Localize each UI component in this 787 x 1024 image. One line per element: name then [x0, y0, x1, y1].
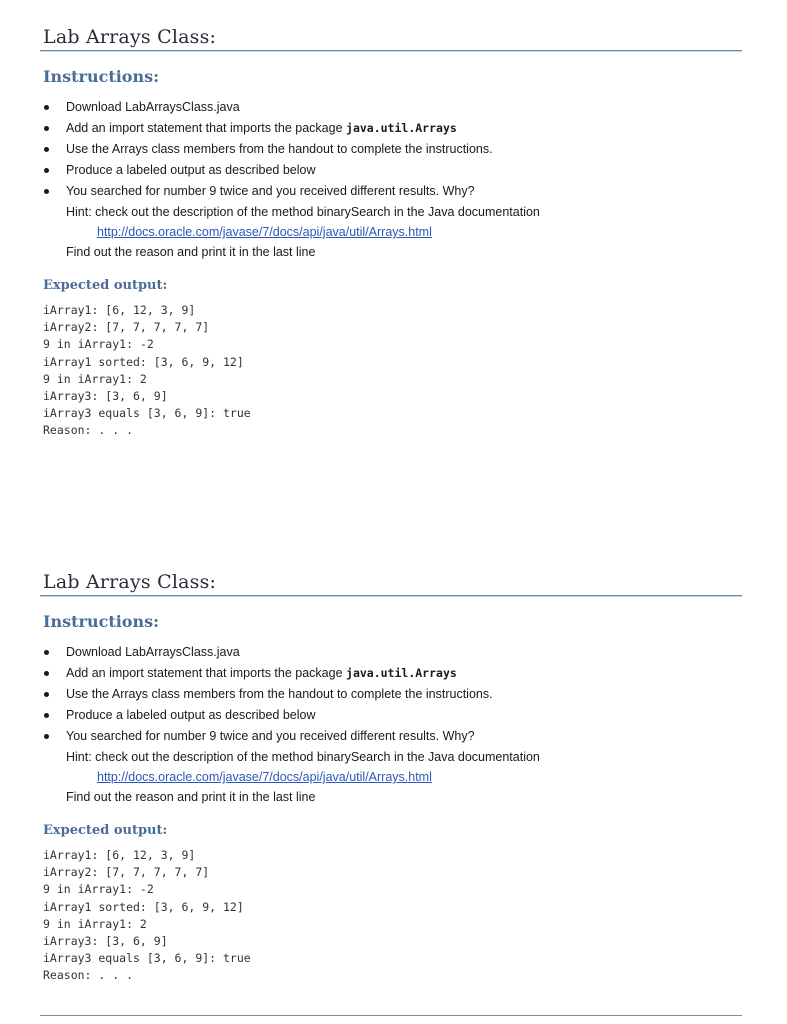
bullet-icon	[44, 650, 49, 655]
instructions-heading: Instructions:	[43, 612, 160, 631]
import-instruction: Add an import statement that imports the package	[66, 121, 347, 135]
search-question: You searched for number 9 twice and you received different results. Why?	[66, 184, 475, 198]
bullet-icon	[44, 189, 49, 194]
output-line: Reason: . . .	[43, 968, 134, 983]
arrays-doc-link[interactable]: http://docs.oracle.com/javase/7/docs/api/java/util/Arrays.html	[97, 225, 432, 239]
instructions-list	[40, 642, 740, 747]
output-line: 9 in iArray1: 2	[43, 371, 147, 386]
instructions-heading: Instructions:	[43, 67, 160, 86]
expected-output-block	[43, 302, 251, 440]
output-line: iArray3 equals [3, 6, 9]: true	[43, 406, 251, 421]
bullet-icon	[44, 105, 49, 110]
hint-text: Hint: check out the description of the method binarySearch in the Java documentation	[66, 205, 540, 219]
output-line: iArray1: [6, 12, 3, 9]	[43, 848, 196, 862]
bullet-icon	[44, 734, 49, 739]
expected-output-block	[43, 847, 251, 985]
find-reason-text: Find out the reason and print it in the last line	[66, 245, 316, 259]
list-item	[40, 139, 740, 160]
list-item	[40, 181, 740, 202]
import-instruction: Add an import statement that imports the package	[66, 666, 347, 680]
output-line: iArray1 sorted: [3, 6, 9, 12]	[43, 899, 244, 914]
output-line: iArray3: [3, 6, 9]	[43, 933, 168, 948]
expected-output-heading: Expected output:	[43, 823, 168, 838]
download-instruction: Download LabArraysClass.java	[66, 645, 240, 659]
bullet-icon	[44, 126, 49, 131]
list-item	[40, 684, 740, 705]
bullet-icon	[44, 671, 49, 676]
import-package-code: java.util.Arrays	[346, 121, 457, 135]
page-title: Lab Arrays Class:	[43, 571, 217, 593]
title-divider	[40, 595, 742, 597]
output-line: iArray1 sorted: [3, 6, 9, 12]	[43, 354, 244, 369]
output-line: iArray3: [3, 6, 9]	[43, 388, 168, 403]
search-question: You searched for number 9 twice and you received different results. Why?	[66, 729, 475, 743]
output-line: iArray3 equals [3, 6, 9]: true	[43, 951, 251, 966]
hint-text: Hint: check out the description of the method binarySearch in the Java documentation	[66, 750, 540, 764]
title-divider	[40, 50, 742, 52]
list-item	[40, 705, 740, 726]
produce-output-instruction: Produce a labeled output as described below	[66, 163, 316, 177]
doc-link-line	[97, 767, 432, 788]
page-title: Lab Arrays Class:	[43, 26, 217, 48]
list-item	[40, 663, 740, 684]
import-package-code: java.util.Arrays	[346, 666, 457, 680]
download-instruction: Download LabArraysClass.java	[66, 100, 240, 114]
output-line: 9 in iArray1: 2	[43, 916, 147, 931]
use-members-instruction: Use the Arrays class members from the handout to complete the instructions.	[66, 687, 493, 701]
list-item	[40, 642, 740, 663]
list-item	[40, 726, 740, 747]
list-item	[40, 160, 740, 181]
list-item	[40, 97, 740, 118]
footer-divider	[40, 1015, 742, 1016]
use-members-instruction: Use the Arrays class members from the handout to complete the instructions.	[66, 142, 493, 156]
bullet-icon	[44, 692, 49, 697]
doc-link-line	[97, 222, 432, 243]
bullet-icon	[44, 147, 49, 152]
list-item	[40, 118, 740, 139]
output-line: Reason: . . .	[43, 423, 134, 438]
expected-output-heading: Expected output:	[43, 278, 168, 293]
output-line: 9 in iArray1: -2	[43, 337, 154, 352]
bullet-icon	[44, 713, 49, 718]
bullet-icon	[44, 168, 49, 173]
output-line: iArray1: [6, 12, 3, 9]	[43, 303, 196, 317]
find-reason-text: Find out the reason and print it in the last line	[66, 790, 316, 804]
output-line: iArray2: [7, 7, 7, 7, 7]	[43, 320, 210, 335]
instructions-list	[40, 97, 740, 202]
arrays-doc-link[interactable]: http://docs.oracle.com/javase/7/docs/api/java/util/Arrays.html	[97, 770, 432, 784]
produce-output-instruction: Produce a labeled output as described below	[66, 708, 316, 722]
output-line: 9 in iArray1: -2	[43, 882, 154, 897]
output-line: iArray2: [7, 7, 7, 7, 7]	[43, 865, 210, 880]
